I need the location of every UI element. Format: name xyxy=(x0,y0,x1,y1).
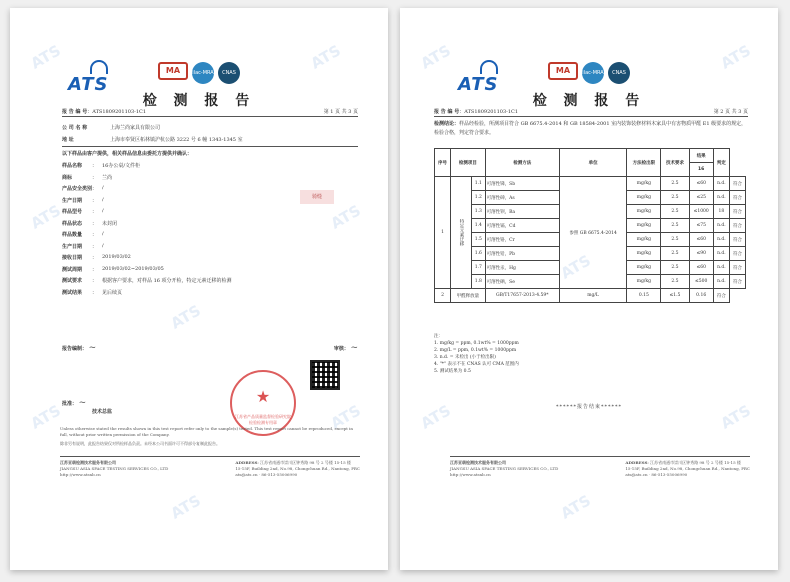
table-row: 1.7 可溶性汞，Hg mg/kg 2.5 ≤60 n.d. 符合 xyxy=(435,261,746,275)
divider xyxy=(60,456,360,457)
watermark: ATS xyxy=(167,491,204,523)
ats-logo: ATS xyxy=(68,60,126,92)
note-line: 2. mg/L = ppm, 0.1wt% = 1000ppm xyxy=(434,348,517,353)
cnas-badge: CNAS xyxy=(608,62,630,84)
divider xyxy=(434,116,748,117)
table-notes xyxy=(434,333,519,375)
ilac-badge: ilac-MRA xyxy=(192,62,214,84)
cma-badge: MA xyxy=(158,62,188,80)
table-row: 1 特定元素迁移 1.1 可溶性锑，Sb 参照 GB 6675.4-2014 mg/kg 2.5 ≤60 n.d. 符合 xyxy=(435,177,746,191)
report-header: 报 告 编 号：ATS1809201103-1C1 第 1 页 共 3 页 xyxy=(62,109,358,115)
report-page-2 xyxy=(400,8,778,570)
side-seal: 骑缝 xyxy=(300,190,334,204)
watermark: ATS xyxy=(27,201,64,233)
col-result: 结果 xyxy=(689,149,713,163)
client-name: 公 司 名 称 上海兰尚家具有限公司 xyxy=(62,125,161,131)
report-title: 检 测 报 告 xyxy=(142,93,256,109)
table-row: 1.8 可溶性硒，Se mg/kg 2.5 ≤500 n.d. 符合 xyxy=(435,275,746,289)
qr-code xyxy=(310,360,340,390)
watermark: ATS xyxy=(307,41,344,73)
cma-badge: MA xyxy=(548,62,578,80)
approver-signature: ~ xyxy=(78,398,87,408)
note-line: 3. n.d. = 未检出 (小于检出限) xyxy=(434,355,496,360)
watermark: ATS xyxy=(717,401,754,433)
approval: 批准： ~ 技术总监 xyxy=(62,398,113,415)
cnas-badge: CNAS xyxy=(218,62,240,84)
col-req: 技术要求 xyxy=(661,149,689,177)
disclaimer: Unless otherwise stated the results shown in this test report refer only to the sample(s) tested. This test report cannot be reproduced, except in full, without prior written permission of the Company. 除非另有说明，此报告结果仅对所检样品负责。未经本公司书面许可不得部分复制此报告。 xyxy=(60,426,353,446)
globe-icon xyxy=(480,60,498,74)
sample-field: 样品状态 ： 未封闭 xyxy=(62,220,118,227)
sample-field: 接收日期 ： 2019/03/02 xyxy=(62,254,131,261)
signature-row: 报告编制： ~ 审核： ~ xyxy=(62,343,358,353)
report-number: ATS1809201103-1C1 xyxy=(92,109,147,115)
sample-field: 商标 ： 兰尚 xyxy=(62,174,113,181)
sample-field: 产品安全类别 ： / xyxy=(62,185,104,192)
sample-field: 测试要求 ： 根据客户要求，对样品 16 项分开检，特定元素迁移的检测 xyxy=(62,278,232,284)
table-row: 1.6 可溶性铅，Pb mg/kg 2.5 ≤90 n.d. 符合 xyxy=(435,247,746,261)
report-page-1 xyxy=(10,8,388,570)
note-line: 4. "*" 表示不在 CNAS 认可 CMA 范围内 xyxy=(434,362,519,367)
col-judge: 判定 xyxy=(713,149,729,177)
reviewer-signature: ~ xyxy=(350,343,358,353)
col-no: 序号 xyxy=(435,149,451,177)
sample-notice: 以下样品由客户提供，相关样品信息由委托方提供并确认： xyxy=(62,151,193,157)
note-line: 5. 测试结果为 0.5 xyxy=(434,369,471,374)
watermark: ATS xyxy=(417,41,454,73)
footer: 江苏亚萌检测技术服务有限公司 JIANGSU ASIA SPACE TESTING SERVICES CO., LTD http://www.atsnb.cn ADDRESS: 江苏省南通市崇川区钟秀路 98 号 2 号楼 15-15 楼 15-15F, Building 2nd, No.98, Chongchuan Rd., Nantong, PRC ats@ats.cn · 86-513-55006990 xyxy=(450,460,750,477)
client-address: 地 址 上海市奉贤区柘林镇沪杭公路 3222 号 6 幢 1343-1345 室 xyxy=(62,137,243,143)
col-method: 检测方法 xyxy=(485,149,559,177)
reporter-signature: ~ xyxy=(88,343,97,353)
table-row: 1.5 可溶性铬，Cr mg/kg 2.5 ≤60 n.d. 符合 xyxy=(435,233,746,247)
end-of-report: ******报告结束****** xyxy=(555,404,622,410)
table-row: 1.4 可溶性镉，Cd mg/kg 2.5 ≤75 n.d. 符合 xyxy=(435,219,746,233)
watermark: ATS xyxy=(167,301,204,333)
report-number: ATS1809201103-1C1 xyxy=(464,109,519,115)
sample-field: 测试结果 ： 见后续页 xyxy=(62,289,123,296)
results-table xyxy=(434,148,746,303)
table-row: 2 甲醛释放量 GB/T17657-2013-4.59* mg/L 0.15 ≤1.5 0.16 符合 xyxy=(435,289,746,303)
watermark: ATS xyxy=(327,401,364,433)
divider xyxy=(450,456,750,457)
result-sample-no: 16 xyxy=(689,163,713,177)
watermark: ATS xyxy=(557,251,594,283)
conclusion: 检测结论：样品经检验，所测项目符合 GB 6675.4-2014 和 GB 18584-2001 室内装饰装修材料木家具中有害物质甲醛 E1 级要求的规定，检验合格，判定符合要求。 xyxy=(434,121,747,136)
watermark: ATS xyxy=(27,401,64,433)
note-line: 1. mg/kg = ppm, 0.1wt% = 1000ppm xyxy=(434,341,519,346)
report-title: 检 测 报 告 xyxy=(532,93,646,109)
page-info: 第 1 页 共 3 页 xyxy=(323,109,358,115)
report-header: 报 告 编 号：ATS1809201103-1C1 第 2 页 共 3 页 xyxy=(434,109,748,115)
footer: 江苏亚萌检测技术服务有限公司 JIANGSU ASIA SPACE TESTING SERVICES CO., LTD http://www.atsnb.cn ADDRESS: 江苏省南通市崇川区钟秀路 98 号 2 号楼 15-15 楼 15-15F, Building 2nd, No.98, Chongchuan Rd., Nantong, PRC ats@ats.cn · 86-513-55006990 xyxy=(60,460,360,477)
divider xyxy=(62,116,358,117)
official-seal: ★ 江苏省产品质量监督检验研究院 检验检测专用章 xyxy=(230,370,296,436)
col-unit: 单位 xyxy=(559,149,627,177)
table-row: 1.3 可溶性钡，Ba mg/kg 2.5 ≤1000 18 符合 xyxy=(435,205,746,219)
table-row: 1.2 可溶性砷，As mg/kg 2.5 ≤25 n.d. 符合 xyxy=(435,191,746,205)
ilac-badge: ilac-MRA xyxy=(582,62,604,84)
page-info: 第 2 页 共 3 页 xyxy=(713,109,748,115)
note-line: 注： xyxy=(434,334,443,339)
watermark: ATS xyxy=(327,201,364,233)
watermark: ATS xyxy=(557,491,594,523)
col-lod: 方法检出限 xyxy=(627,149,661,177)
globe-icon xyxy=(90,60,108,74)
watermark: ATS xyxy=(27,41,64,73)
sample-field: 样品数量 ： / xyxy=(62,231,104,238)
sample-field: 样品名称 ： 16办公桌/文件柜 xyxy=(62,163,141,169)
watermark: ATS xyxy=(717,41,754,73)
sample-field: 生产日期 ： / xyxy=(62,196,104,204)
ats-logo: ATS xyxy=(458,60,516,92)
sample-field: 生产日期 ： / xyxy=(62,242,104,250)
col-item: 检测项目 xyxy=(451,149,486,177)
sample-field: 测试周期 ： 2019/03/02~2019/03/05 xyxy=(62,265,164,273)
divider xyxy=(62,146,358,147)
sample-field: 样品型号 ： / xyxy=(62,208,104,215)
watermark: ATS xyxy=(417,401,454,433)
